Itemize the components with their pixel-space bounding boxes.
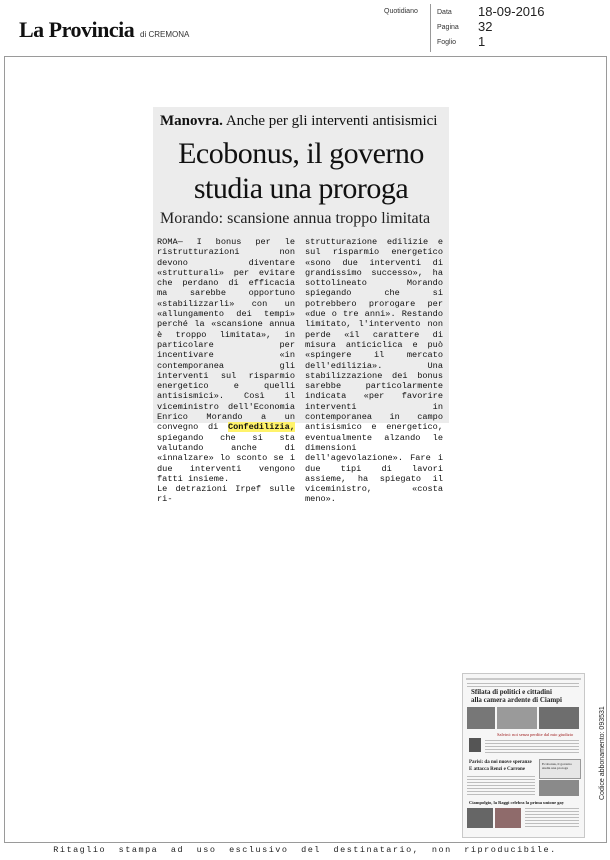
- thumb-bottom-headline: Ciampolgio, la Raggi celebra la prima unione gay: [469, 800, 564, 805]
- headline-line-2: studia una proroga: [193, 172, 409, 205]
- article-column-left: [157, 237, 295, 505]
- thumb-inset-article: [539, 759, 581, 779]
- subscription-code: Codice abbonamento: 093531: [599, 706, 606, 800]
- thumb-masthead: [466, 678, 581, 680]
- left-body-end: spiegando che si sta valutando anche di «innalzare» lo sconto se i due interventi vengono fatti insieme.: [157, 432, 295, 484]
- thumb-headline-4: Parisi: da noi nuove speranze: [469, 760, 532, 765]
- highlighted-confedilizia: Confedilizia,: [227, 422, 295, 433]
- front-page-thumbnail: [462, 673, 585, 838]
- thumb-inset-title: Ecobonus, il governo studia una proroga: [542, 762, 572, 770]
- thumb-text-block: [467, 683, 579, 687]
- header-divider: [430, 4, 431, 52]
- article-headline: [153, 136, 449, 206]
- thumb-photo-5: [467, 808, 493, 828]
- thumb-headline-5: E attacca Renzi e Carrone: [469, 767, 526, 772]
- date-label: Data: [437, 9, 452, 16]
- footer-disclaimer: Ritaglio stampa ad uso esclusivo del destinatario, non riproducibile.: [53, 845, 557, 855]
- article-column-right: [305, 237, 443, 505]
- sheet-label: Foglio: [437, 39, 457, 46]
- thumb-headline-3: Salvini: noi senza perdite dal mio giudizio: [497, 732, 574, 737]
- left-body-paragraph-2: Le detrazioni Irpef sulle ri-: [157, 484, 295, 505]
- newspaper-city: di CREMONA: [140, 30, 190, 39]
- thumb-photo-1: [467, 707, 495, 729]
- article-subheadline: Morando: scansione annua troppo limitata: [160, 210, 431, 227]
- left-body-start: ROMA— I bonus per le ristrutturazioni non devono diventare «strutturali» per evitare che perdano di efficacia ma sarebbe opportuno «stabilizzarli» con un «allungamento dei tempi» perché la «scansione annua è troppo limitata», in particolare per incentivare «in contemporanea gli interventi sul risparmio energetico e quelli antisismici». Così il viceministro dell'Economia Enrico Morando a un convegno di: [157, 237, 295, 433]
- thumb-text-block: [467, 776, 535, 796]
- thumb-headline-1: Sfilata di politici e cittadini: [471, 688, 552, 696]
- thumb-photo-3: [539, 707, 579, 729]
- date-value: 18-09-2016: [478, 4, 545, 19]
- kicker-text: Anche per gli interventi antisismici: [222, 113, 438, 129]
- article-kicker: [160, 113, 442, 130]
- thumb-text-block: [525, 808, 579, 828]
- headline-line-1: Ecobonus, il governo: [178, 137, 424, 170]
- publication-type: Quotidiano: [384, 8, 418, 15]
- sheet-value: 1: [478, 34, 486, 49]
- thumb-portrait: [469, 738, 481, 752]
- article-clipping: [153, 107, 449, 505]
- right-body: strutturazione edilizie e sul risparmio energetico «sono due interventi di grandissimo successo», ha sottolineato Morando spiegando che si potrebbero prorogare per «due o tre anni». Restando limitato, l'intervento non perde «il carattere di misura anticiclica e può «spingere il mercato dell'edilizia». Una stabilizzazione dei bonus sarebbe particolarmente indicata «per favorire interventi in contemporanea in campo antisismico e energetico, eventualmente alzando le dimensioni dell'agevolazione». Fare i due tipi di lavori assieme, ha spiegato il viceministro, «costa meno».: [305, 237, 443, 505]
- thumb-headline-2: alla camera ardente di Ciampi: [471, 696, 562, 704]
- thumb-photo-2: [497, 707, 537, 729]
- thumb-text-block: [485, 740, 579, 754]
- newspaper-title: La Provincia: [19, 17, 135, 42]
- thumb-photo-4: [539, 780, 579, 796]
- thumb-photo-6: [495, 808, 521, 828]
- page-value: 32: [478, 19, 493, 34]
- kicker-bold: Manovra.: [160, 113, 223, 129]
- page-label: Pagina: [437, 24, 459, 31]
